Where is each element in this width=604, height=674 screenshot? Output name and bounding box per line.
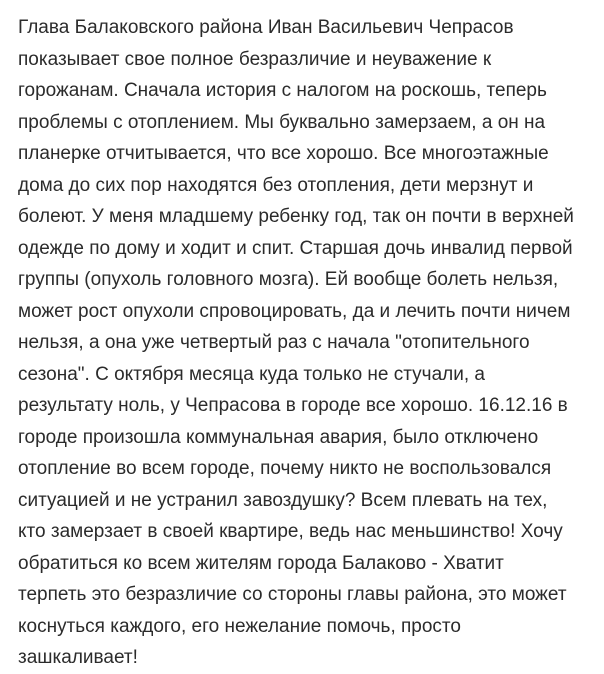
post-line: одежде по дому и ходит и спит. Старшая дочь инвалид первой: [18, 237, 573, 259]
post-line: городе произошла коммунальная авария, было отключено: [18, 426, 539, 448]
post-text: [18, 12, 594, 674]
post-line: нельзя, а она уже четвертый раз с начала "отопительного: [18, 332, 530, 353]
post-line: планерке отчитывается, что все хорошо. Все многоэтажные: [18, 143, 549, 164]
post-line: обратиться ко всем жителям города Балаково - Хватит: [18, 552, 504, 574]
post-line: ситуацией и не устранил завоздушку? Всем плевать на тех,: [18, 489, 548, 511]
post-line: коснуться каждого, его нежелание помочь, просто: [18, 615, 461, 637]
post-line: результату ноль, у Чепрасова в городе все хорошо. 16.12.16 в: [18, 395, 568, 416]
post-line: проблемы с отоплением. Мы буквально замерзаем, а он на: [18, 111, 546, 133]
post-line: показывает свое полное безразличие и неуважение к: [18, 48, 492, 70]
post-line: болеют. У меня младшему ребенку год, так он почти в верхней: [18, 206, 574, 227]
post-line: отопление во всем городе, почему никто не воспользовался: [18, 458, 552, 479]
post-line: терпеть это безразличие со стороны главы района, это может: [18, 584, 567, 605]
post-line: группы (опухоль головного мозга). Ей вообще болеть нельзя,: [18, 269, 559, 290]
post-line: кто замерзает в своей квартире, ведь нас меньшинство! Хочу: [18, 521, 563, 542]
post-line: горожанам. Сначала история с налогом на роскошь, теперь: [18, 80, 547, 101]
post-line: дома до сих пор находятся без отопления, дети мерзнут и: [18, 174, 534, 196]
post-line: зашкаливает!: [18, 647, 138, 668]
post-line: может рост опухоли спровоцировать, да и лечить почти ничем: [18, 300, 571, 322]
post-line: Глава Балаковского района Иван Васильевич Чепрасов: [18, 17, 514, 38]
post-line: сезона". С октября месяца куда только не стучали, а: [18, 363, 485, 385]
